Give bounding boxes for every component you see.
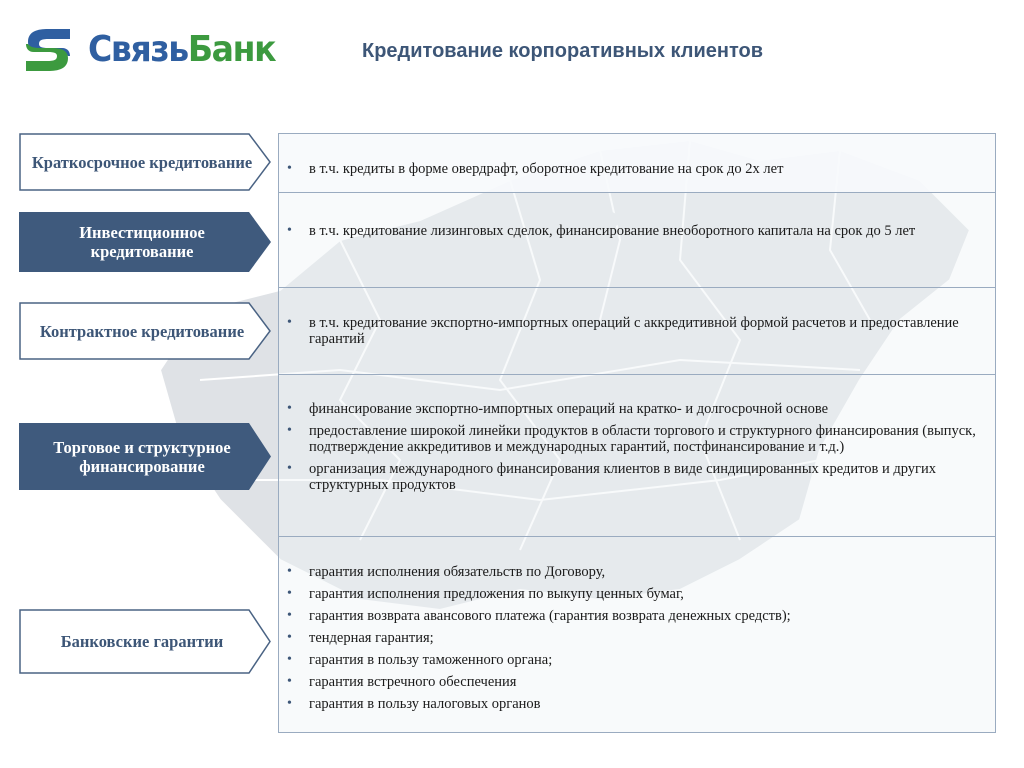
list-item: • тендерная гарантия; (285, 630, 983, 646)
category-investment-lending[interactable] (19, 212, 271, 272)
detail-row-trade-finance (279, 375, 995, 536)
detail-list-short-term (285, 161, 983, 177)
page-title: Кредитование корпоративных клиентов (362, 40, 764, 62)
detail-list-contract (285, 315, 983, 347)
list-item: • в т.ч. кредитование лизинговых сделок, финансирование внеоборотного капитала на срок до 5 лет (285, 223, 983, 239)
list-item: • гарантия в пользу таможенного органа; (285, 652, 983, 668)
list-item: • гарантия возврата авансового платежа (гарантия возврата денежных средств); (285, 608, 983, 624)
svyazbank-logo-icon (24, 28, 72, 72)
category-label: Инвестиционное кредитование (79, 223, 205, 261)
details-panel (278, 133, 996, 733)
svyazbank-logo-wordmark: СвязьБанк (88, 29, 276, 70)
detail-list-investment (285, 223, 983, 239)
detail-row-short-term (279, 134, 995, 192)
detail-list-trade-finance (285, 401, 983, 493)
category-trade-structured-finance[interactable] (19, 423, 271, 490)
detail-list-guarantees (285, 564, 983, 712)
category-short-term-lending[interactable] (19, 133, 271, 191)
list-item: • организация международного финансирования клиентов в виде синдицированных кредитов и других структурных продуктов (285, 461, 983, 493)
list-item: • предоставление широкой линейки продуктов в области торгового и структурного финансирования (выпуск, подтверждение аккредитивов и международных гарантий, постфинансирование и т.д.) (285, 423, 983, 455)
category-label: Контрактное кредитование (39, 321, 245, 341)
list-item: • гарантия исполнения предложения по выкупу ценных бумаг, (285, 586, 983, 602)
list-item: • финансирование экспортно-импортных операций на кратко- и долгосрочной основе (285, 401, 983, 417)
slide-header (0, 0, 1024, 100)
category-label: Торговое и структурное финансирование (53, 437, 231, 476)
list-item: • в т.ч. кредиты в форме овердрафт, оборотное кредитование на срок до 2х лет (285, 161, 983, 177)
category-label: Банковские гарантии (60, 632, 224, 651)
category-contract-lending[interactable] (19, 302, 271, 360)
list-item: • в т.ч. кредитование экспортно-импортных операций с аккредитивной формой расчетов и предоставление гарантий (285, 315, 983, 347)
category-bank-guarantees[interactable] (19, 609, 271, 674)
detail-row-investment (279, 193, 995, 287)
detail-row-contract (279, 288, 995, 374)
list-item: • гарантия в пользу налоговых органов (285, 696, 983, 712)
category-label: Краткосрочное кредитование (31, 152, 253, 172)
list-item: • гарантия исполнения обязательств по Договору, (285, 564, 983, 580)
detail-row-guarantees (279, 537, 995, 733)
list-item: • гарантия встречного обеспечения (285, 674, 983, 690)
